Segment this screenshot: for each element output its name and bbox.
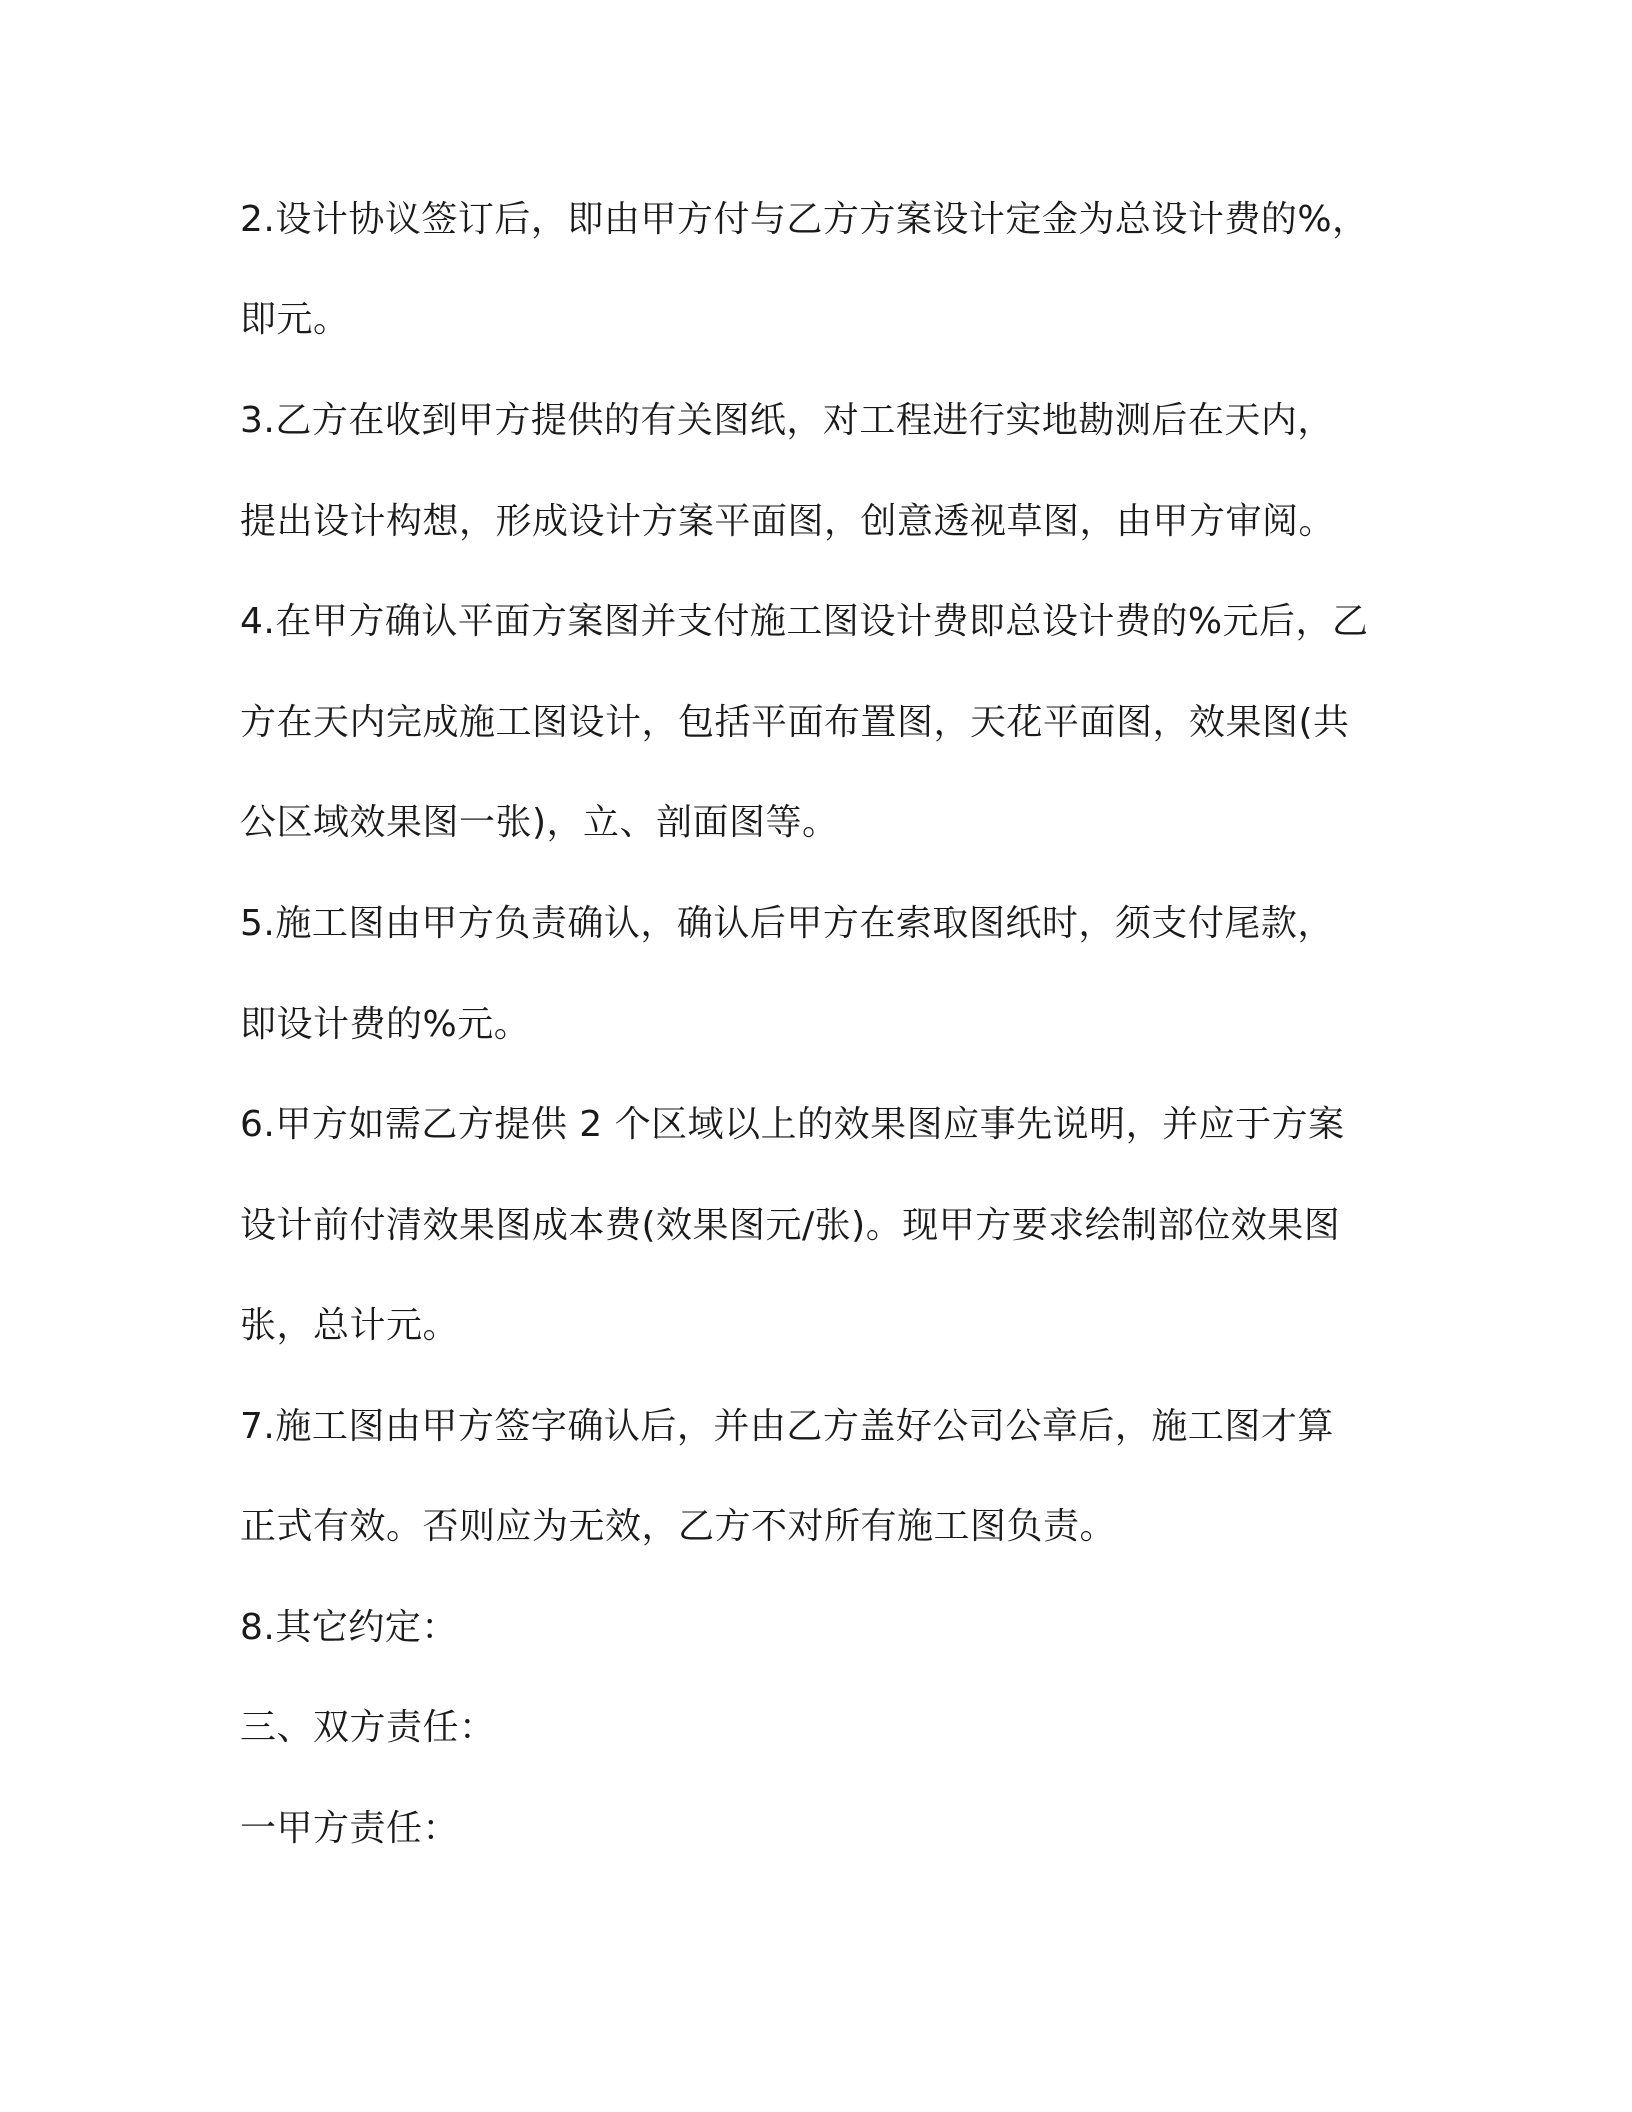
clause-6-line-3: 张，总计元。 [240,1305,460,1346]
clause-5-line-2: 即设计费的%元。 [240,1004,531,1045]
clause-4-line-1: 4.在甲方确认平面方案图并支付施工图设计费即总设计费的%元后，乙 [240,601,1369,642]
clause-6-line-1: 6.甲方如需乙方提供 2 个区域以上的效果图应事先说明，并应于方案 [240,1104,1345,1145]
clause-2-line-2: 即元。 [240,299,350,340]
clause-8-line: 8.其它约定： [240,1607,458,1648]
clause-7-line-1: 7.施工图由甲方签字确认后，并由乙方盖好公司公章后，施工图才算 [240,1406,1334,1447]
clause-3-line-2: 提出设计构想，形成设计方案平面图，创意透视草图，由甲方审阅。 [240,501,1336,542]
party-a-heading: 一甲方责任： [240,1808,460,1849]
section-three-heading: 三、双方责任： [240,1707,496,1748]
clause-7-line-2: 正式有效。否则应为无效，乙方不对所有施工图负责。 [240,1506,1117,1547]
clause-5-line-1: 5.施工图由甲方负责确认，确认后甲方在索取图纸时，须支付尾款， [240,903,1334,944]
clause-2-line-1: 2.设计协议签订后，即由甲方付与乙方方案设计定金为总设计费的%， [240,199,1369,240]
clause-3-line-1: 3.乙方在收到甲方提供的有关图纸，对工程进行实地勘测后在天内， [240,400,1334,441]
clause-4-line-3: 公区域效果图一张)，立、剖面图等。 [240,802,839,843]
clause-4-line-2: 方在天内完成施工图设计，包括平面布置图，天花平面图，效果图(共 [240,702,1350,743]
clause-6-line-2: 设计前付清效果图成本费(效果图元/张)。现甲方要求绘制部位效果图 [240,1205,1341,1246]
